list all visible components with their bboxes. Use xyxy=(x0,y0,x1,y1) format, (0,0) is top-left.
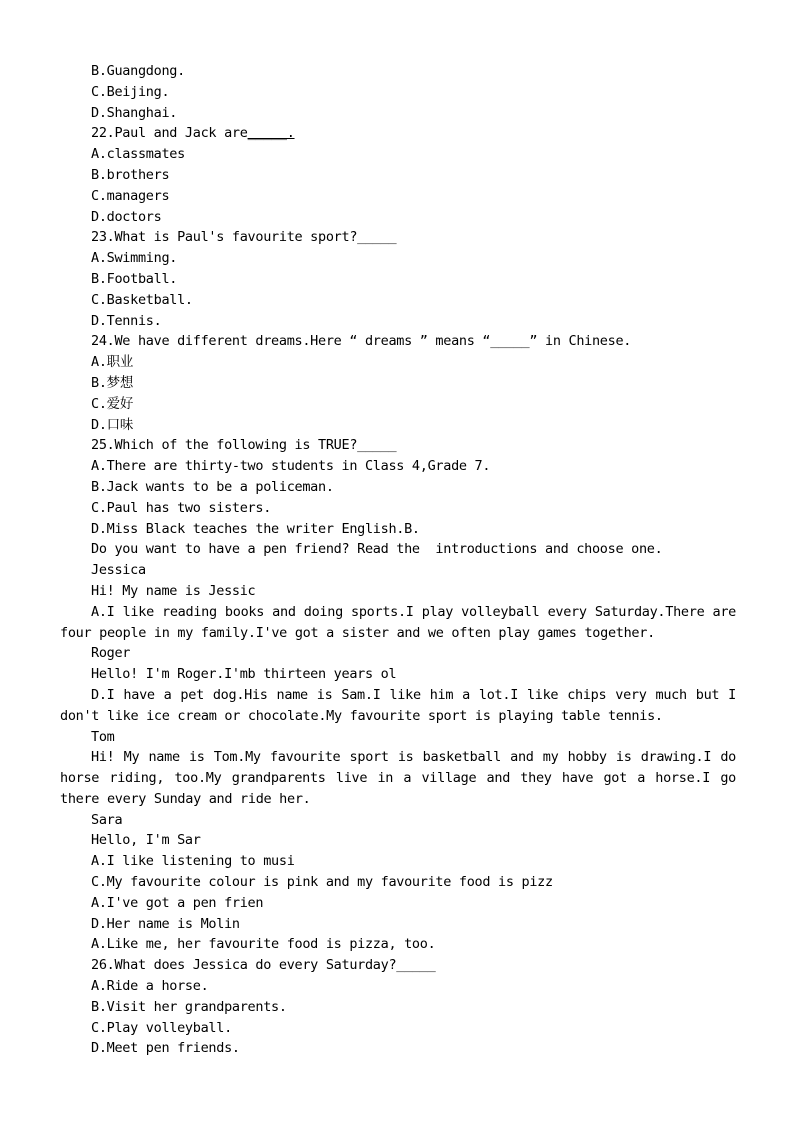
option-25-a: A.There are thirty-two students in Class 4,Grade 7. xyxy=(91,458,491,475)
option-23-a: A.Swimming. xyxy=(91,250,178,267)
section-instruction: Do you want to have a pen friend? Read the introductions and choose one. xyxy=(91,541,663,558)
option-26-c: C.Play volleyball. xyxy=(91,1019,232,1036)
profile-name-sara: Sara xyxy=(91,811,123,828)
page-content xyxy=(60,61,736,1059)
profile-line-sara-6: A.Like me, her favourite food is pizza, too. xyxy=(91,936,436,953)
profile-line-sara-1: Hello, I'm Sar xyxy=(91,832,201,849)
option-24-a: A.职业 xyxy=(91,354,134,371)
profile-line-sara-3: C.My favourite colour is pink and my favourite food is pizz xyxy=(91,874,553,891)
option-23-b: B.Football. xyxy=(91,270,178,287)
question-23: 23.What is Paul's favourite sport?_____ xyxy=(91,229,397,246)
option-22-a: A.classmates xyxy=(91,146,185,163)
profile-greeting-jessica: Hi! My name is Jessic xyxy=(91,582,256,599)
option-26-d: D.Meet pen friends. xyxy=(91,1040,240,1057)
option-24-c: C.爱好 xyxy=(91,395,134,412)
option-26-b: B.Visit her grandparents. xyxy=(91,998,287,1015)
profile-name-tom: Tom xyxy=(91,728,115,745)
option-25-c: C.Paul has two sisters. xyxy=(91,499,272,516)
question-26: 26.What does Jessica do every Saturday?_____ xyxy=(91,957,436,974)
question-24: 24.We have different dreams.Here “ dreams ” means “_____” in Chinese. xyxy=(91,333,632,350)
option-21-c: C.Beijing. xyxy=(91,83,170,100)
question-22: 22.Paul and Jack are_____. xyxy=(91,125,295,142)
profile-greeting-roger: Hello! I'm Roger.I'mb thirteen years ol xyxy=(91,666,397,683)
option-22-c: C.managers xyxy=(91,187,170,204)
option-21-d: D.Shanghai. xyxy=(91,104,178,121)
option-22-b: B.brothers xyxy=(91,166,170,183)
option-25-d: D.Miss Black teaches the writer English.B. xyxy=(91,520,420,537)
option-25-b: B.Jack wants to be a policeman. xyxy=(91,478,334,495)
profile-name-roger: Roger xyxy=(91,645,131,662)
option-21-b: B.Guangdong. xyxy=(91,63,185,79)
option-22-d: D.doctors xyxy=(91,208,162,225)
profile-line-sara-2: A.I like listening to musi xyxy=(91,853,295,870)
option-24-d: D.口味 xyxy=(91,416,134,433)
profile-body-roger: D.I have a pet dog.His name is Sam.I like him a lot.I like chips very much but I don't like ice cream or chocolate.My favourite sport is playing table tennis. xyxy=(60,686,736,724)
question-25: 25.Which of the following is TRUE?_____ xyxy=(91,437,397,454)
profile-body-jessica: A.I like reading books and doing sports.I play volleyball every Saturday.There are four people in my family.I've got a sister and we often play games together. xyxy=(60,603,736,641)
profile-line-sara-4: A.I've got a pen frien xyxy=(91,894,264,911)
option-26-a: A.Ride a horse. xyxy=(91,978,209,995)
profile-name-jessica: Jessica xyxy=(91,562,146,579)
profile-body-tom: Hi! My name is Tom.My favourite sport is basketball and my hobby is drawing.I do horse riding, too.My grandparents live in a village and they have got a horse.I go there every Sunday and ride her. xyxy=(60,749,736,807)
profile-line-sara-5: D.Her name is Molin xyxy=(91,915,240,932)
option-23-d: D.Tennis. xyxy=(91,312,162,329)
answer-blank: _____. xyxy=(247,125,295,142)
option-23-c: C.Basketball. xyxy=(91,291,193,308)
option-24-b: B.梦想 xyxy=(91,374,134,391)
